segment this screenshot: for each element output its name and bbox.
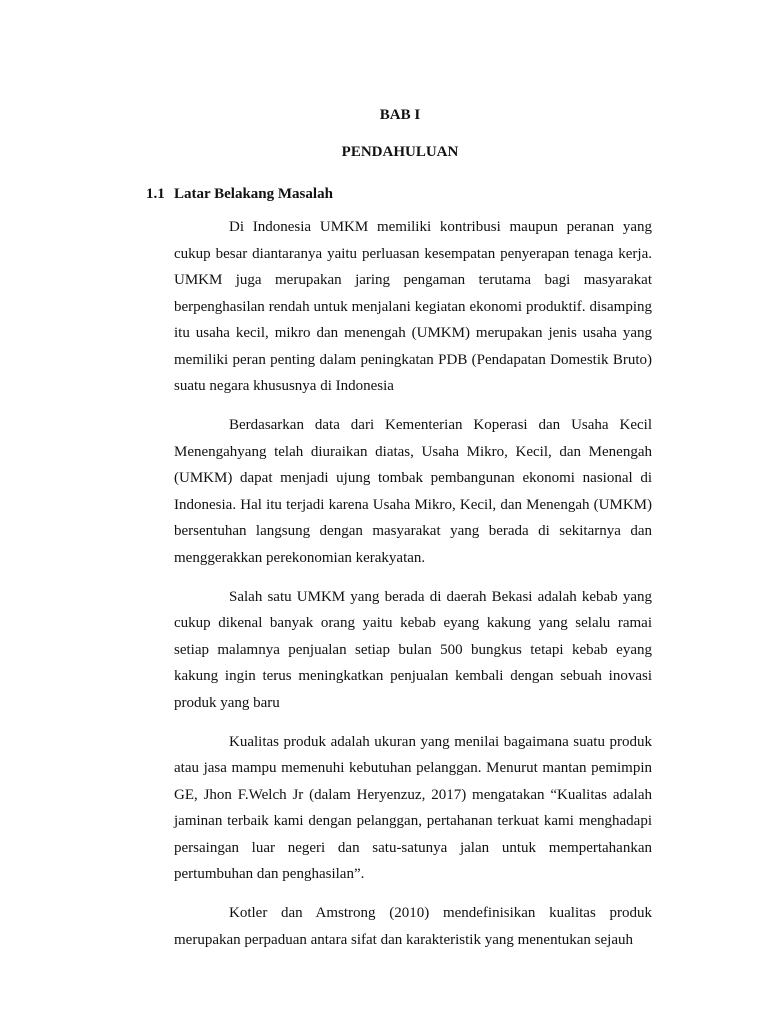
chapter-number: BAB I [379, 107, 421, 123]
chapter-title: PENDAHULUAN [341, 144, 459, 160]
section-title: Latar Belakang Masalah [174, 186, 333, 202]
section-number: 1.1 [146, 186, 165, 202]
paragraph-2: Berdasarkan data dari Kementerian Koperasi dan Usaha Kecil Menengahyang telah diuraikan diatas, Usaha Mikro, Kecil, dan Menengah (UMKM) dapat menjadi ujung tombak pembangunan ekonomi nasional di Indonesia. Hal itu terjadi karena Usaha Mikro, Kecil, dan Menengah (UMKM) bersentuhan langsung dengan masyarakat yang berada di sekitarnya dan menggerakkan perekonomian kerakyatan. [174, 417, 652, 566]
section-heading [146, 186, 333, 203]
paragraph-3: Salah satu UMKM yang berada di daerah Bekasi adalah kebab yang cukup dikenal banyak orang yaitu kebab eyang kakung yang selalu ramai setiap malamnya penjualan setiap bulan 500 bungkus tetapi kebab eyang kakung ingin terus meningkatkan penjualan kembali dengan sebuah inovasi produk yang baru [174, 588, 652, 711]
paragraph-4: Kualitas produk adalah ukuran yang menilai bagaimana suatu produk atau jasa mampu memenuhi kebutuhan pelanggan. Menurut mantan pemimpin GE, Jhon F.Welch Jr (dalam Heryenzuz, 2017) mengatakan “Kualitas adalah jaminan terbaik kami dengan pelanggan, pertahanan terkuat kami menghadapi persaingan luar negeri dan satu-satunya jalan untuk mempertahankan pertumbuhan dan penghasilan”. [174, 733, 652, 882]
paragraph-1: Di Indonesia UMKM memiliki kontribusi maupun peranan yang cukup besar diantaranya yaitu perluasan kesempatan penyerapan tenaga kerja. UMKM juga merupakan jaring pengaman terutama bagi masyarakat berpenghasilan rendah untuk menjalani kegiatan ekonomi produktif. disamping itu usaha kecil, mikro dan menengah (UMKM) merupakan jenis usaha yang memiliki peran penting dalam peningkatan PDB (Pendapatan Domestik Bruto) suatu negara khususnya di Indonesia [174, 219, 652, 394]
paragraph-5: Kotler dan Amstrong (2010) mendefinisikan kualitas produk merupakan perpaduan antara sifat dan karakteristik yang menentukan sejauh [174, 905, 652, 948]
body-text [174, 214, 652, 966]
